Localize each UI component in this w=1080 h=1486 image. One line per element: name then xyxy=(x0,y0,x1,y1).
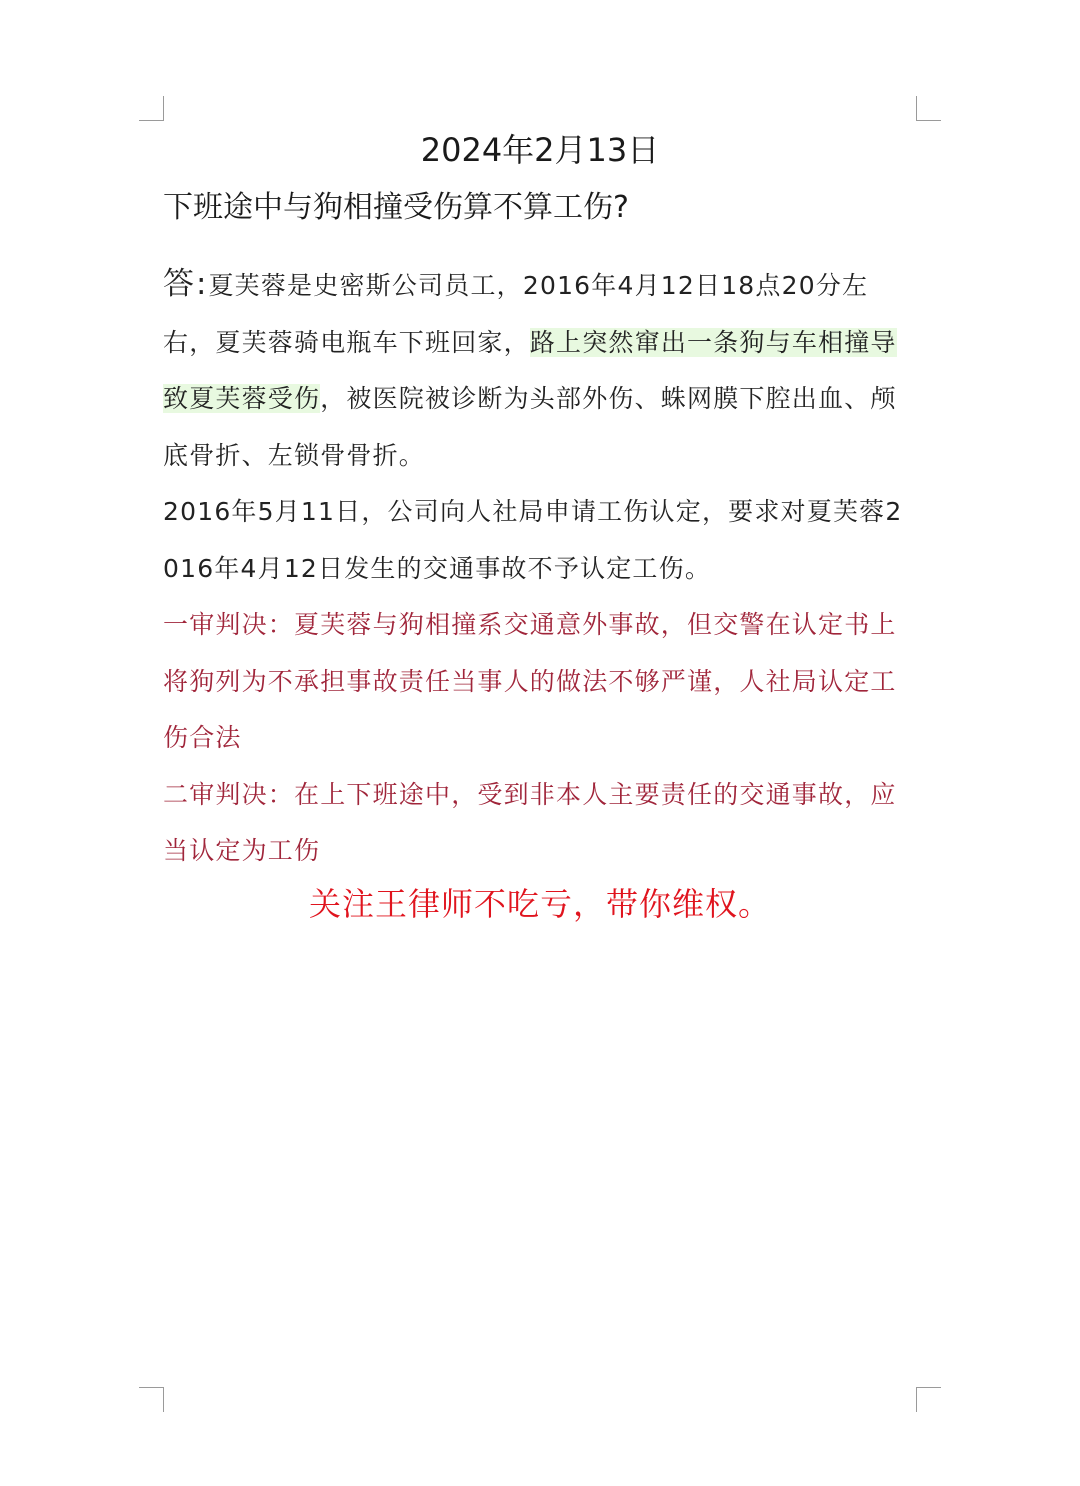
page-corner-mark-top-left xyxy=(139,96,164,121)
answer-label: 答: xyxy=(163,266,209,302)
answer-paragraph xyxy=(163,256,918,484)
document-date: 2024年2月13日 xyxy=(420,131,660,169)
footer-call-to-action: 关注王律师不吃亏，带你维权。 xyxy=(308,885,771,923)
answer-text-part1: 夏芙蓉是史密斯公司员工，2016年4月12日18点20分左右，夏芙蓉骑电瓶车下班回家， xyxy=(163,271,869,357)
document-body xyxy=(163,256,918,880)
document-question: 下班途中与狗相撞受伤算不算工伤? xyxy=(163,190,629,225)
application-paragraph: 2016年5月11日，公司向人社局申请工伤认定，要求对夏芙蓉2016年4月12日发生的交通事故不予认定工伤。 xyxy=(163,497,903,583)
page-corner-mark-bottom-right xyxy=(916,1387,941,1412)
page-corner-mark-top-right xyxy=(916,96,941,121)
answer-text-part2: ，被医院被诊断为头部外伤、蛛网膜下腔出血、颅底骨折、左锁骨骨折。 xyxy=(163,384,897,470)
second-instance-judgment: 二审判决：在上下班途中，受到非本人主要责任的交通事故，应当认定为工伤 xyxy=(163,779,897,865)
answer-highlight: 路上突然窜出一条狗与车相撞导致夏芙蓉受伤 xyxy=(163,327,897,413)
first-instance-judgment: 一审判决：夏芙蓉与狗相撞系交通意外事故，但交警在认定书上将狗列为不承担事故责任当事人的做法不够严谨，人社局认定工伤合法 xyxy=(163,610,897,752)
page-corner-mark-bottom-left xyxy=(139,1387,164,1412)
